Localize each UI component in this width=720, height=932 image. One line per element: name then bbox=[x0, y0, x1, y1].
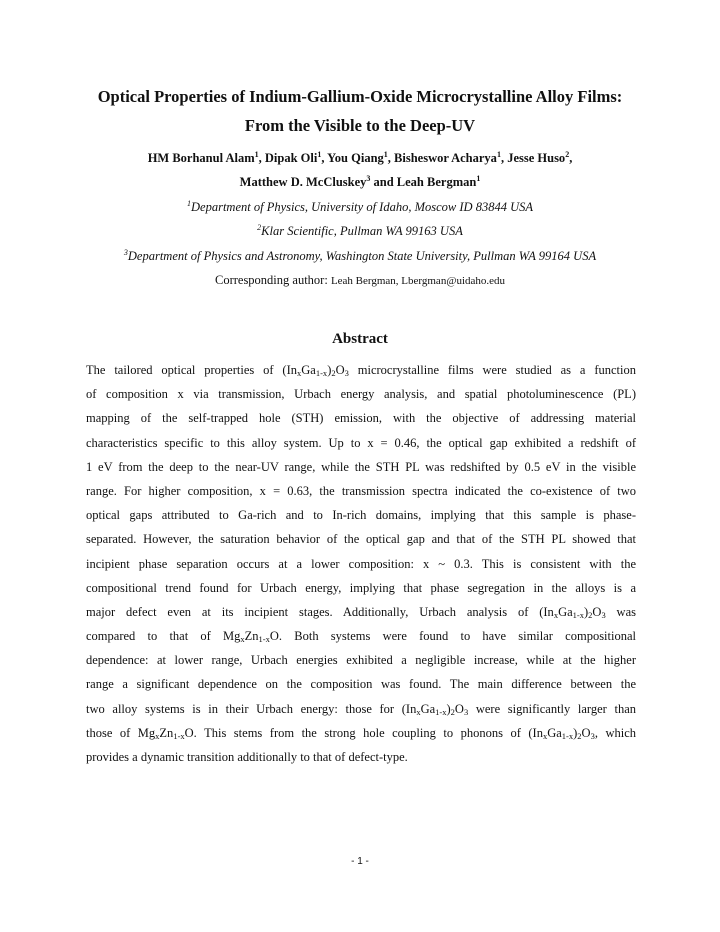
abstract-line: range. For higher composition, x = 0.63, the transmission spectra indicated the co-existence of two bbox=[86, 483, 636, 498]
author-affiliation-mark: 1 bbox=[254, 149, 259, 159]
subscript: 3 bbox=[344, 368, 349, 378]
author-name: and Leah Bergman bbox=[373, 175, 477, 189]
author-name: Matthew D. McCluskey bbox=[239, 175, 367, 189]
corresponding-label: Corresponding author: bbox=[214, 273, 328, 287]
author-affiliation-mark: 1 bbox=[317, 149, 322, 159]
author-list-line-1: HM Borhanul Alam$^1$, Dipak Oli$^1$, You Qiang$^1$, Bisheswor Acharya$^1$, Jesse Huso$^2$, bbox=[147, 149, 573, 165]
subscript: x bbox=[240, 634, 245, 645]
subscript: 1-x bbox=[315, 368, 328, 378]
subscript: 2 bbox=[577, 730, 582, 741]
subscript: 3 bbox=[601, 609, 606, 620]
abstract-line: compositional trend found for Urbach energy, implying that phase segregation in the alloys is a bbox=[86, 580, 636, 595]
subscript: 3 bbox=[463, 706, 469, 717]
author-name: You Qiang bbox=[327, 151, 384, 165]
author-affiliation-mark: 2 bbox=[565, 149, 570, 159]
subscript: 1-x bbox=[258, 634, 270, 645]
abstract-line: those of $Mg_xZn_{1-x}O$. This stems from the strong hole coupling to phonons of $(In_xGa_{1-x})_2O_3$, which bbox=[86, 725, 636, 741]
subscript: 2 bbox=[450, 706, 455, 717]
author-name: Dipak Oli bbox=[264, 151, 318, 165]
author-list-line-2 bbox=[40, 175, 680, 190]
subscript: 2 bbox=[588, 609, 593, 620]
author-affiliation-mark: 1 bbox=[496, 149, 501, 159]
subscript: x bbox=[553, 609, 559, 620]
abstract-line: The tailored optical properties of $(In_xGa_{1-x})_2O_3$ microcrystalline films were studied as a function bbox=[86, 363, 636, 378]
corresponding-contact: Leah Bergman, Lbergman@uidaho.edu bbox=[330, 275, 506, 287]
author-name: Jesse Huso bbox=[507, 151, 566, 165]
subscript: 1-x bbox=[561, 730, 574, 741]
paper-title-line-1: Optical Properties of Indium-Gallium-Oxide Microcrystalline Alloy Films: bbox=[97, 87, 623, 106]
page-number: - 1 - bbox=[351, 856, 369, 867]
abstract-line: mapping of the self-trapped hole (STH) emission, with the objective of addressing material bbox=[86, 411, 636, 426]
subscript: 3 bbox=[590, 730, 595, 741]
subscript: x bbox=[297, 368, 302, 378]
author-affiliation-mark: 1 bbox=[383, 149, 388, 159]
paper-title-line-2: From the Visible to the Deep-UV bbox=[244, 116, 476, 135]
abstract-line: of composition x via transmission, Urbach energy analysis, and spatial photoluminescence (PL) bbox=[86, 387, 636, 402]
abstract-line: separated. However, the saturation behavior of the optical gap and that of the STH PL showed that bbox=[86, 532, 636, 547]
author-affiliation-mark: 3 bbox=[366, 173, 371, 183]
subscript: 1-x bbox=[572, 609, 584, 620]
abstract-line: provides a dynamic transition additionally to that of defect-type. bbox=[86, 750, 408, 764]
abstract-line: range a significant dependence on the composition was found. The main difference between the bbox=[86, 677, 636, 692]
abstract-line: 1 eV from the deep to the near-UV range, while the STH PL was redshifted by 0.5 eV in the visible bbox=[86, 459, 636, 474]
abstract-body bbox=[86, 358, 636, 769]
author-name: Bisheswor Acharya bbox=[394, 151, 497, 165]
abstract-line: dependence: at lower range, Urbach energies exhibited a negligible increase, while at the higher bbox=[86, 653, 636, 668]
subscript: 1-x bbox=[173, 730, 185, 741]
subscript: 2 bbox=[331, 368, 336, 378]
author-name: HM Borhanul Alam bbox=[147, 151, 255, 165]
author-affiliation-mark: 1 bbox=[476, 173, 481, 183]
abstract-line: optical gaps attributed to Ga-rich and to In-rich domains, implying that this sample is phase- bbox=[86, 508, 636, 523]
abstract-line: compared to that of $Mg_xZn_{1-x}O$. Both systems were found to have similar compositional bbox=[86, 629, 636, 645]
abstract-heading: Abstract bbox=[332, 331, 388, 347]
abstract-line: characteristics specific to this alloy system. Up to x = 0.46, the optical gap exhibited a redshift of bbox=[86, 435, 636, 450]
abstract-line: two alloy systems is in their Urbach energy: those for $(In_xGa_{1-x})_2O_3$ were significantly larger than bbox=[86, 701, 636, 717]
abstract-line: incipient phase separation occurs at a lower composition: x ~ 0.3. This is consistent with the bbox=[86, 556, 636, 571]
subscript: 1-x bbox=[435, 706, 447, 717]
corresponding-author bbox=[40, 273, 680, 288]
affiliation-2: $^2$Klar Scientific, Pullman WA 99163 USA bbox=[257, 222, 463, 238]
affiliation-1: $^1$Department of Physics, University of Idaho, Moscow ID 83844 USA bbox=[187, 198, 533, 214]
subscript: x bbox=[155, 730, 160, 741]
affiliation-3: $^3$Department of Physics and Astronomy, Washington State University, Pullman WA 99164 USA bbox=[123, 247, 597, 263]
subscript: x bbox=[416, 706, 421, 717]
abstract-line: major defect even at its incipient stages. Additionally, Urbach analysis of $(In_xGa_{1-x})_2O_3$ was bbox=[86, 604, 636, 620]
subscript: x bbox=[542, 730, 548, 741]
